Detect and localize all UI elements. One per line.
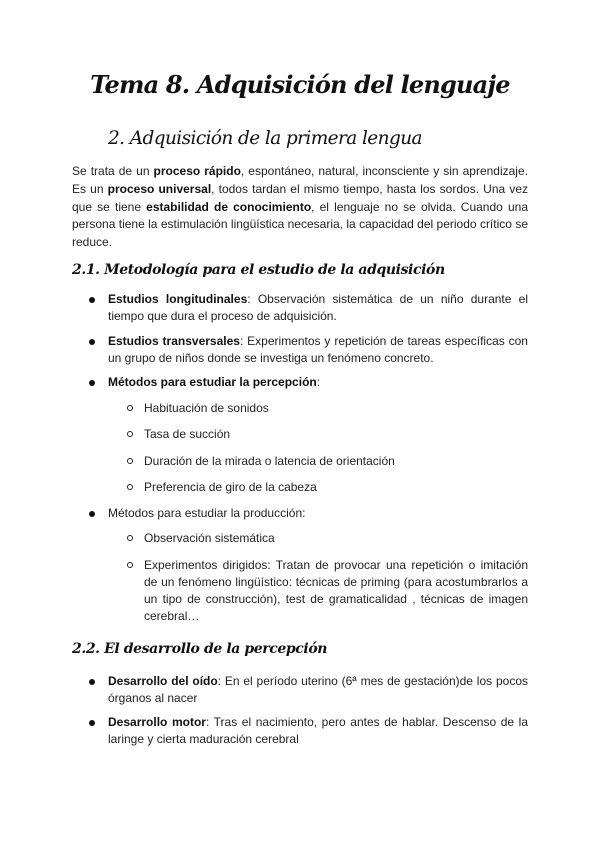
sub-list-item: Habituación de sonidos [144, 401, 269, 415]
circle-bullet-icon [127, 535, 133, 541]
section-heading: 2. Adquisición de la primera lengua [108, 128, 422, 149]
list-item [108, 505, 528, 522]
intro-bold-2: proceso universal [107, 181, 212, 196]
subsection-heading-methodology: 2.1. Metodología para el estudio de la adquisición [72, 262, 445, 278]
sub-list-item: Experimentos dirigidos: Tratan de provocar una repetición o imitación de un fenómeno lingüístico: técnicas de priming (para acostumbrarlos a un tipo de construcción), test de gramaticalidad , técnicas de imagen cerebral… [144, 558, 528, 623]
list-item-text: : Experimentos y repetición de tareas específicas con un grupo de niños donde se investiga un fenómeno concreto. [108, 334, 528, 365]
list-item-text: Métodos para estudiar la producción: [108, 506, 306, 520]
list-item-term: Estudios transversales [108, 334, 240, 348]
bullet-icon [89, 380, 95, 386]
circle-bullet-icon [127, 458, 133, 464]
bullet-icon [89, 297, 95, 303]
intro-bold-1: proceso rápido [153, 164, 241, 178]
bullet-icon [89, 720, 95, 726]
circle-bullet-icon [127, 405, 133, 411]
document-title: Tema 8. Adquisición del lenguaje [90, 70, 510, 99]
sub-list-item: Observación sistemática [144, 531, 275, 545]
bullet-icon [89, 339, 95, 345]
list-item [108, 374, 528, 391]
list-item-term: Desarrollo motor [108, 715, 206, 729]
intro-paragraph [72, 163, 528, 252]
bullet-icon [89, 679, 95, 685]
list-item-term: Estudios longitudinales [108, 292, 248, 306]
sub-list-item: Tasa de succión [144, 427, 231, 441]
subsection-heading-perception: 2.2. El desarrollo de la percepción [72, 641, 328, 657]
list-item-text: : Observación sistemática de un niño durante el tiempo que dura el proceso de adquisición. [108, 292, 529, 323]
list-item [108, 714, 528, 747]
intro-text-3: , todos tardan el mismo tiempo, hasta los sordos. Una vez que se tiene [72, 181, 528, 214]
list-item-term: Desarrollo del oído [108, 674, 218, 688]
list-item-text: : En el período uterino (6ª mes de gestación)de los pocos órganos al nacer [108, 674, 529, 705]
list-item [108, 291, 528, 324]
list-item-text: : Tras el nacimiento, pero antes de hablar. Descenso de la laringe y cierta maduración cerebral [108, 715, 529, 746]
list-item-term: Métodos para estudiar la percepción [108, 375, 317, 389]
circle-bullet-icon [127, 431, 133, 437]
circle-bullet-icon [127, 484, 133, 490]
list-item [108, 333, 528, 366]
intro-text-2: , espontáneo, natural, inconsciente y sin aprendizaje. Es un [72, 164, 528, 196]
intro-bold-3: estabilidad de conocimiento [146, 199, 312, 214]
list-item-text: : [316, 375, 321, 389]
sub-list-item: Preferencia de giro de la cabeza [144, 480, 317, 494]
circle-bullet-icon [127, 562, 133, 568]
sub-list-item: Duración de la mirada o latencia de orientación [144, 454, 395, 468]
intro-text-1: Se trata de un [72, 164, 154, 178]
intro-text-4: , el lenguaje no se olvida. Cuando una persona tiene la estimulación lingüística necesaria, la capacidad del periodo crítico se reduce. [72, 199, 528, 250]
list-item [108, 673, 528, 706]
bullet-icon [89, 511, 95, 517]
